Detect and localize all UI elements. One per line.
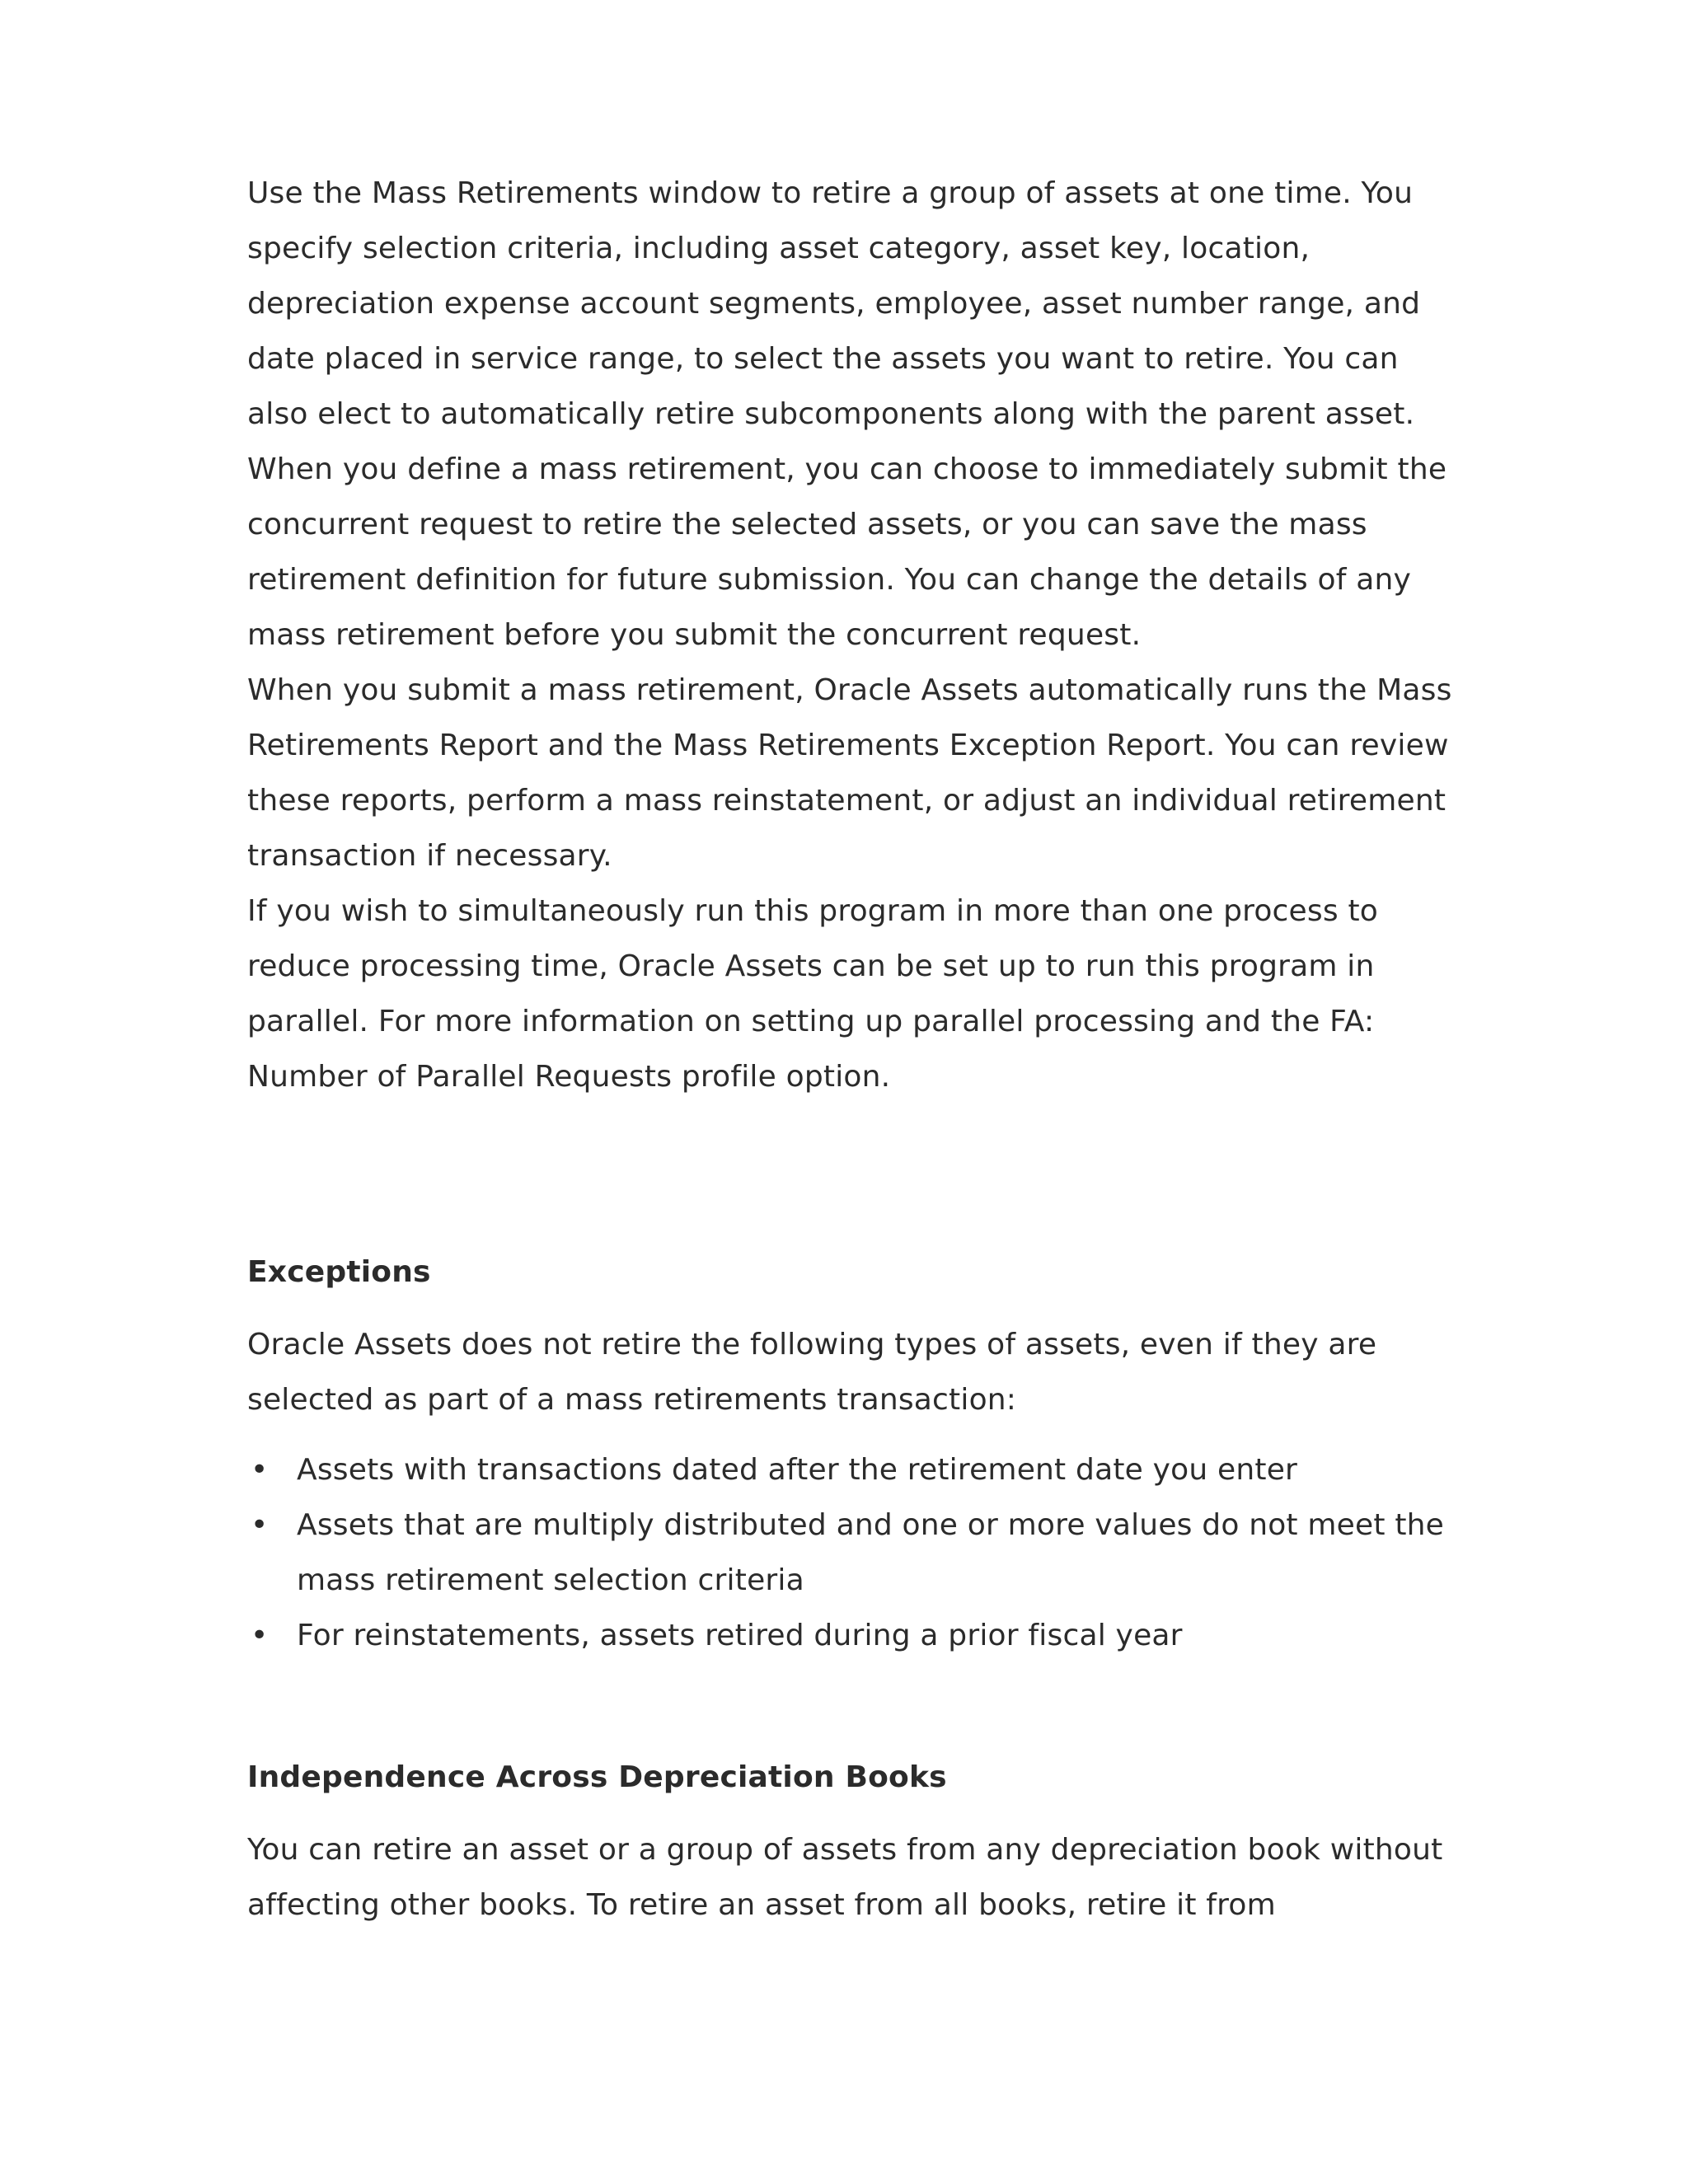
intro-section bbox=[247, 166, 1459, 1104]
intro-paragraph-define: When you define a mass retirement, you can choose to immediately submit the concurrent request to retire the selected assets, or you can save the mass retirement definition for future submission. You can change the details of any mass retirement before you submit the concurrent request. bbox=[247, 452, 1447, 652]
intro-paragraph-mass-retirements: Use the Mass Retirements window to retire a group of assets at one time. You specify selection criteria, including asset category, asset key, location, depreciation expense account segments, employee, asset number range, and date placed in service range, to select the assets you want to retire. You can also elect to automatically retire subcomponents along with the parent asset. bbox=[247, 176, 1421, 431]
exceptions-bullet-list bbox=[247, 1442, 1459, 1663]
intro-paragraph-parallel: If you wish to simultaneously run this program in more than one process to reduce processing time, Oracle Assets can be set up to run this program in parallel. For more information on setting up parallel processing and the FA: Number of Parallel Requests profile option. bbox=[247, 894, 1378, 1094]
bullet-icon: • bbox=[251, 1619, 269, 1652]
list-item-text: Assets with transactions dated after the retirement date you enter bbox=[297, 1453, 1298, 1487]
bullet-icon: • bbox=[251, 1453, 269, 1487]
exceptions-heading: Exceptions bbox=[247, 1255, 431, 1289]
independence-paragraph: You can retire an asset or a group of assets from any depreciation book without affecting other books. To retire an asset from all books, retire it from bbox=[247, 1833, 1443, 1922]
list-item bbox=[247, 1608, 1459, 1663]
intro-paragraph-submit: When you submit a mass retirement, Oracle Assets automatically runs the Mass Retirements Report and the Mass Retirements Exception Report. You can review these reports, perform a mass reinstatement, or adjust an individual retirement transaction if necessary. bbox=[247, 673, 1452, 873]
list-item-text: Assets that are multiply distributed and one or more values do not meet the mass retirement selection criteria bbox=[297, 1508, 1444, 1597]
bullet-icon: • bbox=[251, 1508, 269, 1542]
independence-heading: Independence Across Depreciation Books bbox=[247, 1760, 947, 1794]
exceptions-paragraph: Oracle Assets does not retire the following types of assets, even if they are selected as part of a mass retirements transaction: bbox=[247, 1328, 1377, 1417]
list-item-text: For reinstatements, assets retired during a prior fiscal year bbox=[297, 1619, 1183, 1652]
list-item bbox=[247, 1497, 1459, 1608]
list-item bbox=[247, 1442, 1459, 1497]
